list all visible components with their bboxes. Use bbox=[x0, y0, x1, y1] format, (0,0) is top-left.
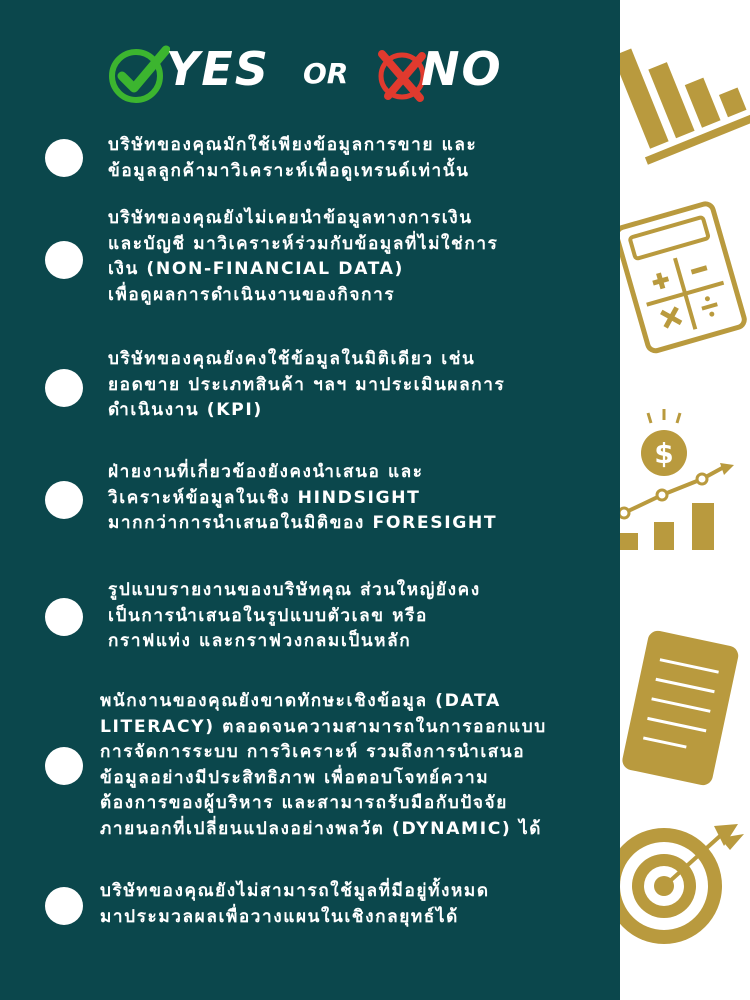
bullet-circle bbox=[45, 369, 83, 407]
item-line: บริษัทของคุณยังไม่สามารถใช้มูลที่มีอยู่ทั้งหมด bbox=[100, 881, 490, 901]
item-line: มาประมวลผลเพื่อวางแผนในเชิงกลยุทธ์ได้ bbox=[100, 906, 459, 927]
bullet-circle bbox=[45, 747, 83, 785]
item-line: รูปแบบรายงานของบริษัทคุณ ส่วนใหญ่ยังคง bbox=[108, 580, 481, 600]
item-line: พนักงานของคุณยังขาดทักษะเชิงข้อมูล (DATA bbox=[100, 691, 501, 711]
item-line: ข้อมูลอย่างมีประสิทธิภาพ เพื่อตอบโจทย์ความ bbox=[100, 767, 490, 788]
check-icon bbox=[108, 42, 170, 106]
or-label: OR bbox=[303, 57, 349, 90]
item-line: LITERACY) ตลอดจนความสามารถในการออกแบบ bbox=[100, 716, 547, 737]
target-arrow-icon bbox=[620, 820, 750, 990]
yes-label: YES bbox=[166, 42, 270, 96]
bullet-circle bbox=[45, 481, 83, 519]
no-label: NO bbox=[421, 42, 503, 96]
item-line: บริษัทของคุณมักใช้เพียงข้อมูลการขาย และ bbox=[108, 135, 478, 155]
item-line: มากกว่าการนำเสนอในมิติของ FORESIGHT bbox=[108, 513, 498, 533]
item-line: ต้องการของผู้บริหาร และสามารถรับมือกับปัจจัย bbox=[100, 793, 508, 813]
svg-text:$: $ bbox=[654, 437, 674, 470]
item-line: ฝ่ายงานที่เกี่ยวข้องยังคงนำเสนอ และ bbox=[108, 462, 424, 482]
item-line: เงิน (NON-FINANCIAL DATA) bbox=[108, 259, 405, 279]
item-line: ภายนอกที่เปลี่ยนแปลงอย่างพลวัต (DYNAMIC) ได้ bbox=[100, 818, 542, 839]
bullet-circle bbox=[45, 598, 83, 636]
calculator-icon bbox=[620, 190, 750, 360]
bullet-circle bbox=[45, 887, 83, 925]
item-line: บริษัทของคุณยังคงใช้ข้อมูลในมิติเดียว เช่น bbox=[108, 349, 476, 369]
bar-chart-icon bbox=[620, 0, 750, 190]
item-line: เพื่อดูผลการดำเนินงานของกิจการ bbox=[108, 284, 396, 305]
item-line: บริษัทของคุณยังไม่เคยนำข้อมูลทางการเงิน bbox=[108, 208, 473, 228]
item-line: การจัดการระบบ การวิเคราะห์ รวมถึงการนำเสนอ bbox=[100, 742, 526, 762]
item-line: วิเคราะห์ข้อมูลในเชิง HINDSIGHT bbox=[108, 487, 421, 508]
item-line: ยอดขาย ประเภทสินค้า ฯลฯ มาประเมินผลการ bbox=[108, 374, 506, 395]
item-line: กราฟแท่ง และกราฟวงกลมเป็นหลัก bbox=[108, 631, 412, 651]
item-line: ข้อมูลลูกค้ามาวิเคราะห์เพื่อดูเทรนด์เท่านั้น bbox=[108, 160, 470, 181]
document-icon bbox=[620, 620, 750, 800]
bullet-circle bbox=[45, 241, 83, 279]
item-line: เป็นการนำเสนอในรูปแบบตัวเลข หรือ bbox=[108, 605, 428, 626]
header bbox=[108, 42, 508, 106]
dollar-growth-chart-icon bbox=[620, 405, 750, 555]
item-line: ดำเนินงาน (KPI) bbox=[108, 400, 263, 420]
item-line: และบัญชี มาวิเคราะห์ร่วมกับข้อมูลที่ไม่ใช่การ bbox=[108, 233, 499, 254]
icon-sidebar bbox=[620, 0, 750, 1000]
bullet-circle bbox=[45, 139, 83, 177]
